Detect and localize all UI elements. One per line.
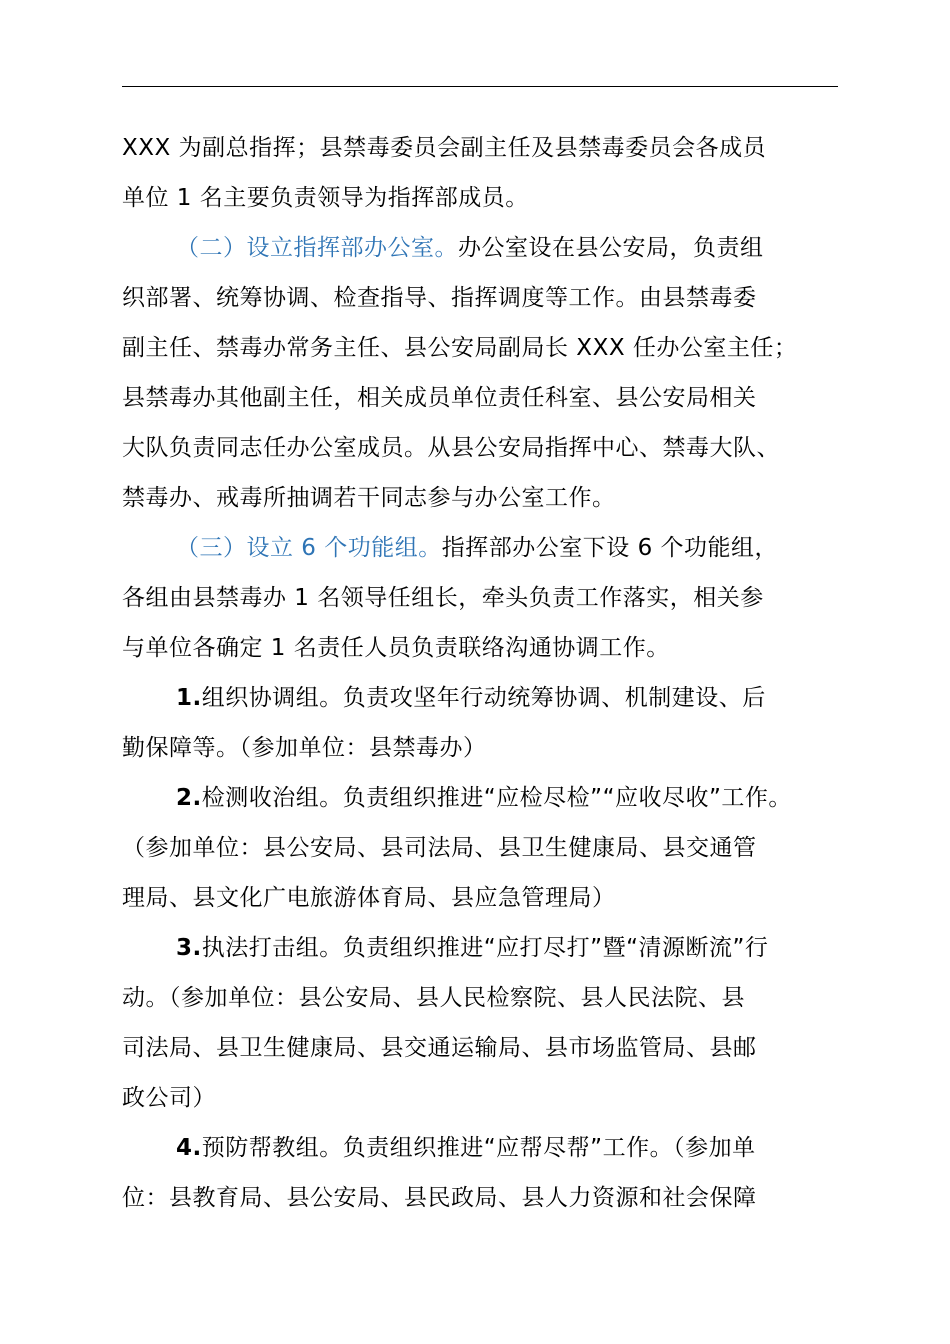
paragraph-line (122, 1082, 852, 1114)
line-text: 办公室设在县公安局，负责组 (458, 235, 764, 261)
paragraph-line (122, 382, 852, 414)
line-text: 预防帮教组。负责组织推进“应帮尽帮”工作。（参加单 (201, 1135, 756, 1161)
paragraph-line (122, 1032, 852, 1064)
numbered-item-line (176, 782, 906, 814)
line-text: 与单位各确定 1 名责任人员负责联络沟通协调工作。 (122, 635, 670, 661)
paragraph-line (122, 882, 852, 914)
paragraph-line (122, 132, 852, 164)
section-heading: （三）设立 6 个功能组。 (176, 535, 442, 561)
paragraph-line (122, 832, 852, 864)
line-text: 组织协调组。负责攻坚年行动统筹协调、机制建设、后 (201, 685, 766, 711)
paragraph-line (122, 732, 852, 764)
line-text: （参加单位：县公安局、县司法局、县卫生健康局、县交通管 (122, 835, 757, 861)
paragraph-line (122, 1182, 852, 1214)
line-text: 执法打击组。负责组织推进“应打尽打”暨“清源断流”行 (201, 935, 769, 961)
line-text: 政公司） (122, 1085, 216, 1111)
paragraph-line (122, 332, 852, 364)
line-text: 单位 1 名主要负责领导为指挥部成员。 (122, 185, 529, 211)
item-number: 4. (176, 1135, 202, 1161)
section-heading: （二）设立指挥部办公室。 (176, 235, 458, 261)
line-text: 副主任、禁毒办常务主任、县公安局副局长 XXX 任办公室主任； (122, 335, 798, 361)
line-text: 动。（参加单位：县公安局、县人民检察院、县人民法院、县 (122, 985, 745, 1011)
line-text: XXX 为副总指挥；县禁毒委员会副主任及县禁毒委员会各成员 (122, 135, 767, 161)
paragraph-line (122, 182, 852, 214)
line-text: 大队负责同志任办公室成员。从县公安局指挥中心、禁毒大队、 (122, 435, 780, 461)
paragraph-line (122, 282, 852, 314)
line-text: 指挥部办公室下设 6 个功能组， (441, 535, 779, 561)
section-heading-line (176, 232, 906, 264)
line-text: 理局、县文化广电旅游体育局、县应急管理局） (122, 885, 616, 911)
line-text: 位：县教育局、县公安局、县民政局、县人力资源和社会保障 (122, 1185, 757, 1211)
line-text: 县禁毒办其他副主任，相关成员单位责任科室、县公安局相关 (122, 385, 757, 411)
numbered-item-line (176, 932, 906, 964)
section-heading-line (176, 532, 906, 564)
line-text: 禁毒办、戒毒所抽调若干同志参与办公室工作。 (122, 485, 616, 511)
line-text: 司法局、县卫生健康局、县交通运输局、县市场监管局、县邮 (122, 1035, 757, 1061)
item-number: 1. (176, 685, 202, 711)
line-text: 检测收治组。负责组织推进“应检尽检”“应收尽收”工作。 (201, 785, 792, 811)
numbered-item-line (176, 682, 906, 714)
paragraph-line (122, 432, 852, 464)
line-text: 织部署、统筹协调、检查指导、指挥调度等工作。由县禁毒委 (122, 285, 757, 311)
paragraph-line (122, 632, 852, 664)
paragraph-line (122, 482, 852, 514)
line-text: 勤保障等。（参加单位：县禁毒办） (122, 735, 487, 761)
item-number: 3. (176, 935, 202, 961)
paragraph-line (122, 582, 852, 614)
header-rule (122, 86, 838, 87)
line-text: 各组由县禁毒办 1 名领导任组长，牵头负责工作落实，相关参 (122, 585, 764, 611)
paragraph-line (122, 982, 852, 1014)
numbered-item-line (176, 1132, 906, 1164)
item-number: 2. (176, 785, 202, 811)
